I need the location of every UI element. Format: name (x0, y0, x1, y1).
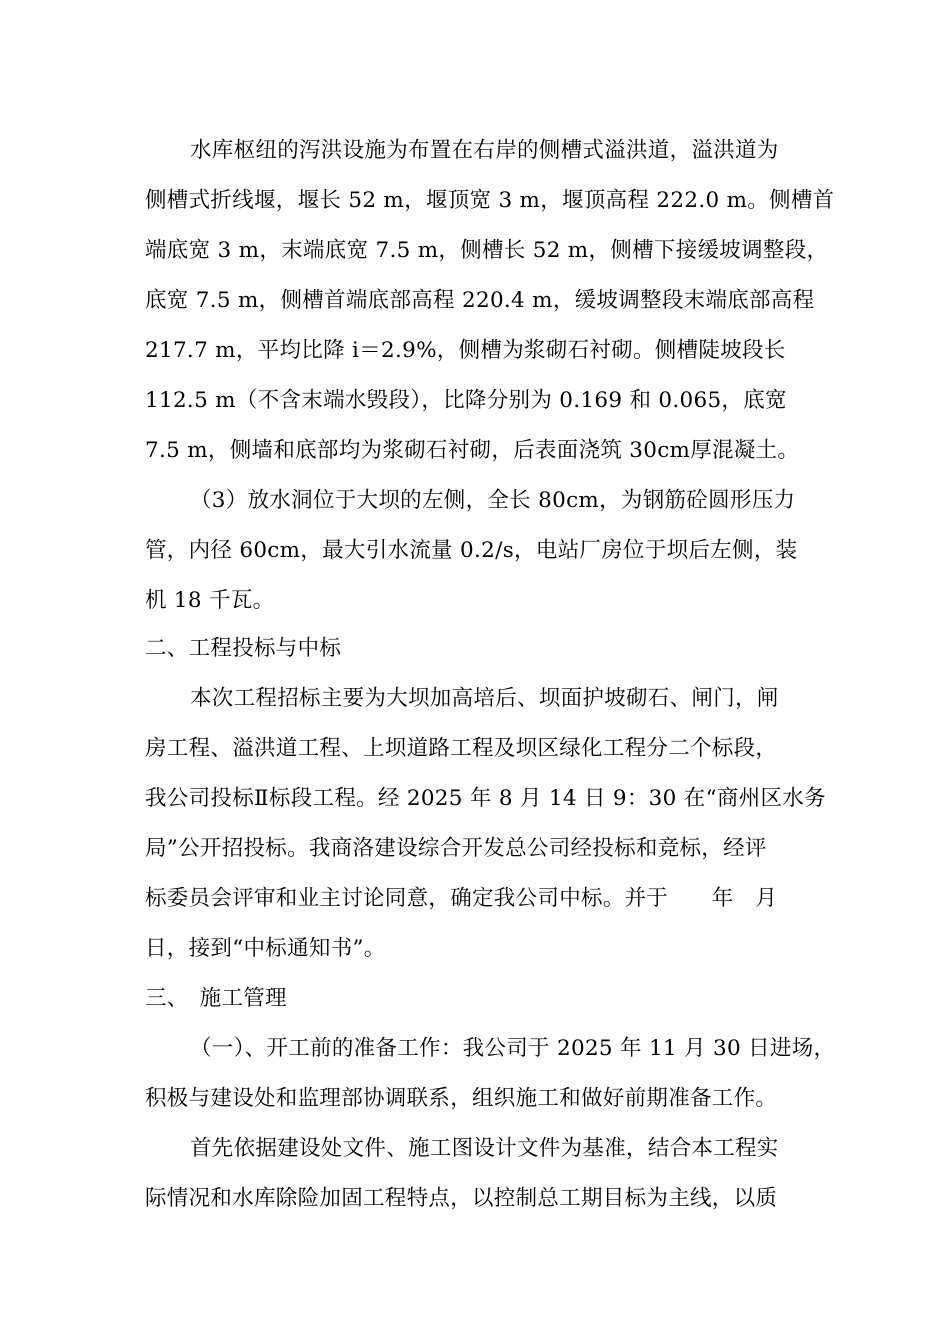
paragraph-line: 积极与建设处和监理部协调联系，组织施工和做好前期准备工作。 (145, 1086, 778, 1111)
section-heading: 二、工程投标与中标 (145, 636, 342, 661)
paragraph-line: 局”公开招投标。我商洛建设综合开发总公司经投标和竞标，经评 (145, 836, 767, 861)
paragraph-line: 我公司投标Ⅱ标段工程。经 2025 年 8 月 14 日 9：30 在“商州区水务 (145, 786, 826, 811)
paragraph-line: 机 18 千瓦。 (145, 588, 275, 613)
paragraph-line: 际情况和水库除险加固工程特点，以控制总工期目标为主线，以质 (145, 1186, 778, 1211)
section-heading: 三、 施工管理 (145, 986, 287, 1011)
paragraph-line: 侧槽式折线堰，堰长 52 m，堰顶宽 3 m，堰顶高程 222.0 m。侧槽首 (145, 188, 835, 213)
paragraph-line: 7.5 m，侧墙和底部均为浆砌石衬砌，后表面浇筑 30cm厚混凝土。 (145, 438, 800, 463)
paragraph-line: 首先依据建设处文件、施工图设计文件为基准，结合本工程实 (190, 1136, 779, 1161)
paragraph-line: （3）放水洞位于大坝的左侧，全长 80cm，为钢筋砼圆形压力 (190, 488, 796, 513)
paragraph-line: 本次工程招标主要为大坝加高培后、坝面护坡砌石、闸门，闸 (190, 686, 779, 711)
paragraph-line: 房工程、溢洪道工程、上坝道路工程及坝区绿化工程分二个标段， (145, 736, 778, 761)
paragraph-line: 水库枢纽的泻洪设施为布置在右岸的侧槽式溢洪道，溢洪道为 (190, 138, 779, 163)
paragraph-line: 112.5 m（不含末端水毁段），比降分别为 0.169 和 0.065，底宽 (145, 388, 787, 413)
paragraph-line: 端底宽 3 m，末端底宽 7.5 m，侧槽长 52 m，侧槽下接缓坡调整段， (145, 238, 829, 263)
paragraph-line: 底宽 7.5 m，侧槽首端底部高程 220.4 m，缓坡调整段末端底部高程 (145, 288, 815, 313)
paragraph-line: （一）、开工前的准备工作：我公司于 2025 年 11 月 30 日进场， (190, 1036, 836, 1061)
paragraph-line: 217.7 m，平均比降 i＝2.9%，侧槽为浆砌石衬砌。侧槽陡坡段长 (145, 338, 786, 363)
paragraph-line: 标委员会评审和业主讨论同意，确定我公司中标。并于 年 月 (145, 886, 778, 911)
paragraph-line: 日，接到“中标通知书”。 (145, 936, 386, 961)
paragraph-line: 管，内径 60cm，最大引水流量 0.2/s，电站厂房位于坝后左侧，装 (145, 538, 798, 563)
